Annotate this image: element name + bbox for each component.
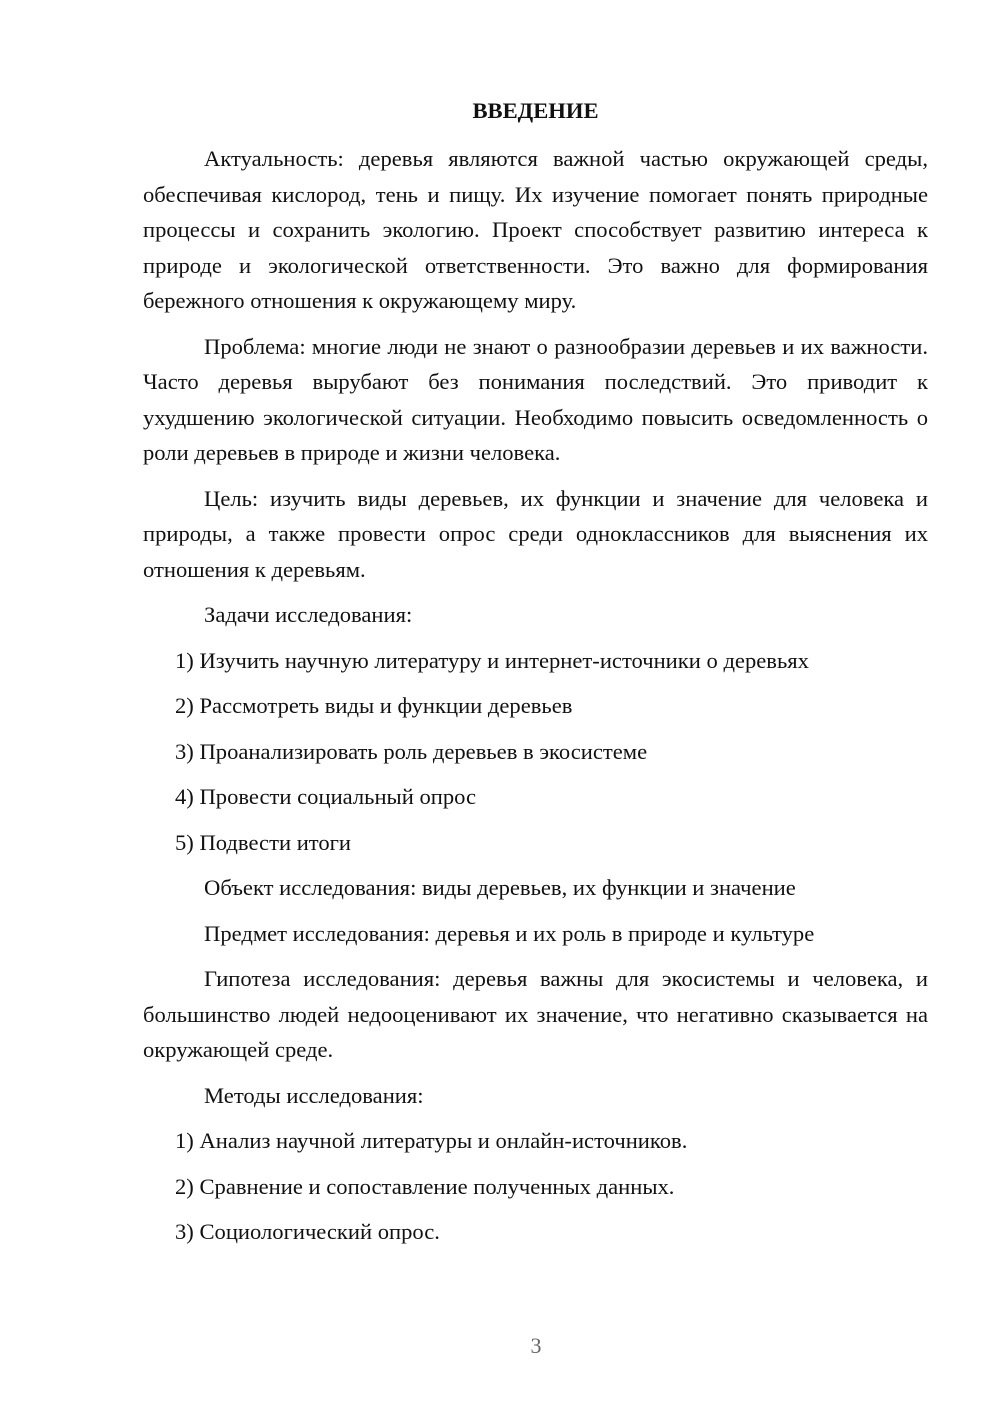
list-item: 3) Проанализировать роль деревьев в экосистеме: [175, 738, 648, 764]
goal-paragraph: Цель: изучить виды деревьев, их функции и значение для человека и природы, а также провести опрос среди одноклассников для выяснения их отношения к деревьям.: [143, 485, 928, 582]
list-item: 5) Подвести итоги: [175, 829, 352, 855]
methods-list: [143, 1123, 928, 1250]
methods-label: Методы исследования:: [204, 1082, 424, 1108]
list-item: 3) Социологический опрос.: [175, 1219, 440, 1244]
tasks-list: [143, 643, 928, 861]
list-item: 1) Изучить научную литературу и интернет-источники о деревьях: [175, 647, 809, 673]
research-object: Объект исследования: виды деревьев, их функции и значение: [204, 875, 796, 900]
list-item: 2) Сравнение и сопоставление полученных данных.: [175, 1173, 675, 1199]
list-item: 2) Рассмотреть виды и функции деревьев: [175, 693, 573, 718]
page-number: 3: [530, 1333, 542, 1358]
list-item: 4) Провести социальный опрос: [175, 784, 477, 809]
tasks-label: Задачи исследования:: [204, 602, 413, 627]
page-content: [143, 96, 928, 1260]
section-heading: ВВЕДЕНИЕ: [472, 98, 599, 123]
relevance-paragraph: Актуальность: деревья являются важной частью окружающей среды, обеспечивая кислород, тень и пищу. Их изучение помогает понять природные процессы и сохранить экологию. Проект способствует развитию интереса к природе и экологической ответственности. Это важно для формирования бережного отношения к окружающему миру.: [143, 146, 928, 313]
list-item: 1) Анализ научной литературы и онлайн-источников.: [175, 1128, 688, 1153]
hypothesis-paragraph: Гипотеза исследования: деревья важны для экосистемы и человека, и большинство людей недооценивают их значение, что негативно сказывается на окружающей среде.: [143, 966, 928, 1062]
problem-paragraph: Проблема: многие люди не знают о разнообразии деревьев и их важности. Часто деревья вырубают без понимания последствий. Это приводит к ухудшению экологической ситуации. Необходимо повысить осведомленность о роли деревьев в природе и жизни человека.: [143, 333, 928, 465]
research-subject: Предмет исследования: деревья и их роль в природе и культуре: [204, 920, 815, 946]
